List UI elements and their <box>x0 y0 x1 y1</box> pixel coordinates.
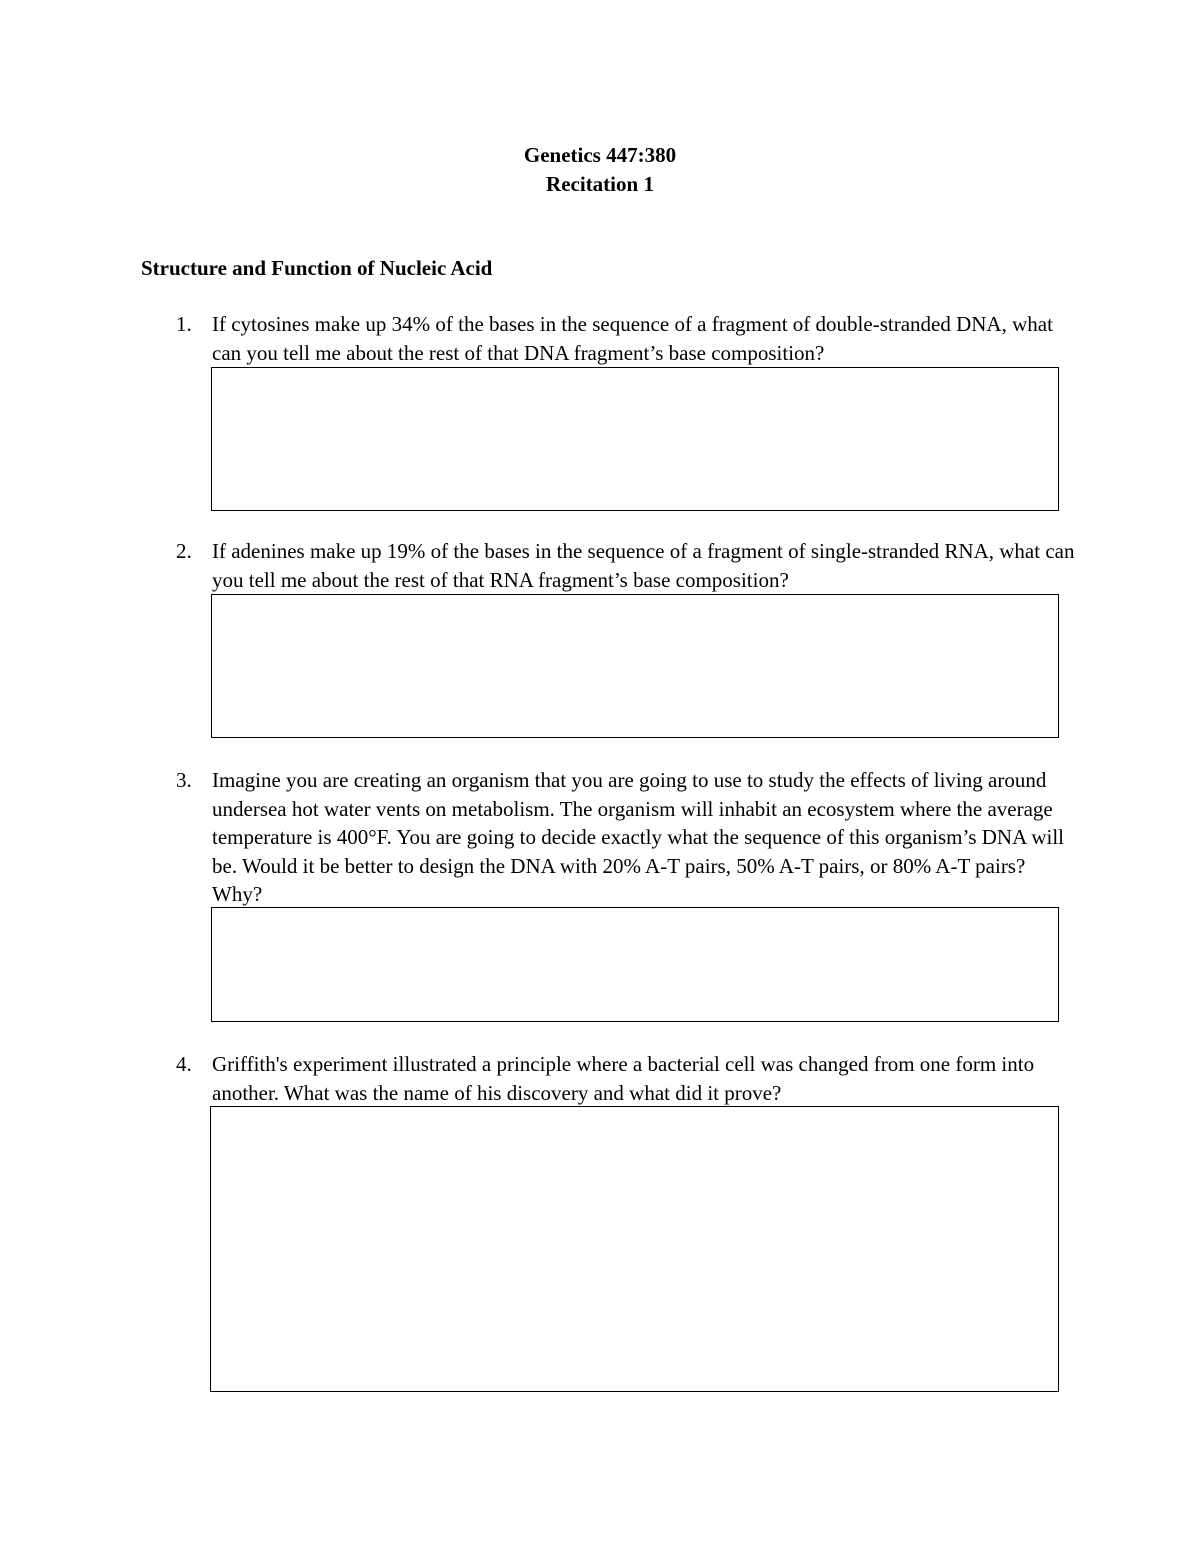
question-text: If cytosines make up 34% of the bases in the sequence of a fragment of double-stranded DNA, what can you tell me about the rest of that DNA fragment’s base composition? <box>212 312 1053 365</box>
question-3 <box>176 766 1076 909</box>
question-text: If adenines make up 19% of the bases in the sequence of a fragment of single-stranded RNA, what can you tell me about the rest of that RNA fragment’s base composition? <box>212 539 1075 592</box>
question-text: Imagine you are creating an organism that you are going to use to study the effects of living around undersea hot water vents on metabolism. The organism will inhabit an ecosystem where the average temperature is 400°F. You are going to decide exactly what the sequence of this organism’s DNA will be. Would it be better to design the DNA with 20% A-T pairs, 50% A-T pairs, or 80% A-T pairs? Why? <box>212 768 1064 906</box>
document-title: Genetics 447:380 <box>523 143 677 167</box>
answer-box-3[interactable] <box>211 907 1059 1022</box>
question-number: 3. <box>176 768 192 792</box>
question-text: Griffith's experiment illustrated a principle where a bacterial cell was changed from one form into another. What was the name of his discovery and what did it prove? <box>212 1052 1035 1105</box>
question-4 <box>176 1050 1076 1107</box>
document-subtitle: Recitation 1 <box>546 172 654 196</box>
section-heading: Structure and Function of Nucleic Acid <box>141 256 493 280</box>
question-number: 2. <box>176 539 192 563</box>
answer-box-2[interactable] <box>211 594 1059 738</box>
question-number: 1. <box>176 312 192 336</box>
question-2 <box>176 537 1076 594</box>
question-number: 4. <box>176 1052 192 1076</box>
answer-box-4[interactable] <box>210 1106 1059 1392</box>
question-1 <box>176 310 1076 367</box>
answer-box-1[interactable] <box>211 367 1059 511</box>
